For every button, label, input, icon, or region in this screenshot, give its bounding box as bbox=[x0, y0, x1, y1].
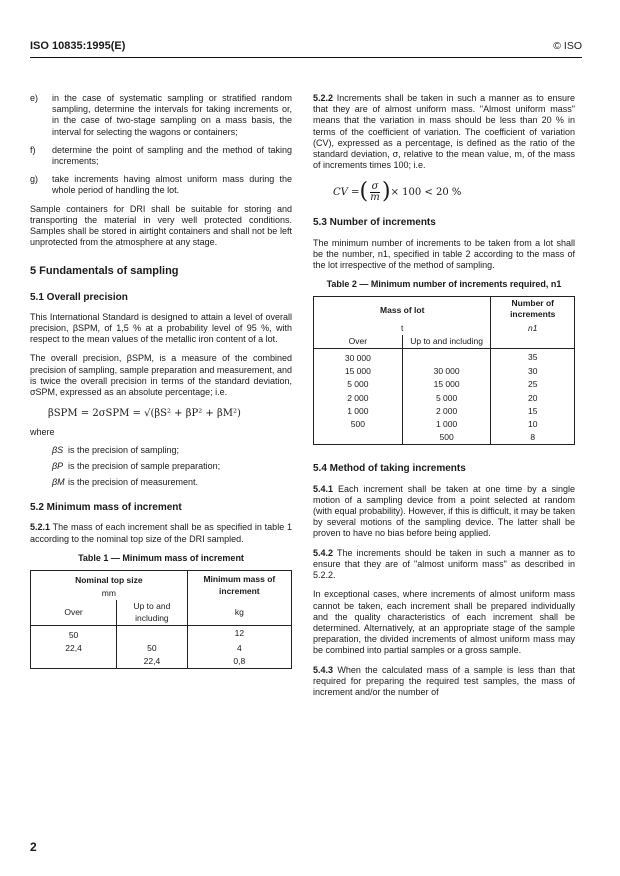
symbol-text: is the precision of sample preparation; bbox=[68, 460, 221, 471]
list-text: in the case of systematic sampling or stratified random sampling, determine the intervals for taking increments or, in the case of two-stage sampling on a mass basis, the interval for selecting the wagons or containers; bbox=[52, 93, 292, 137]
table-row bbox=[314, 405, 575, 418]
header-rule bbox=[30, 57, 582, 58]
table-cell: 30 000 bbox=[344, 353, 371, 364]
right-column bbox=[313, 93, 575, 706]
clause-5-4-1 bbox=[313, 484, 575, 540]
table-header: Minimum mass of increment bbox=[187, 570, 291, 600]
list-item-g bbox=[30, 174, 292, 196]
table-header: Over bbox=[64, 606, 83, 617]
table-unit: kg bbox=[187, 600, 291, 625]
clause-5-4-3 bbox=[313, 665, 575, 699]
symbol: βP bbox=[52, 460, 64, 471]
table-cell: 5 000 bbox=[402, 392, 491, 405]
table-row bbox=[31, 642, 292, 655]
copyright-mark: © ISO bbox=[553, 40, 582, 52]
table-row bbox=[314, 418, 575, 431]
table-unit: mm bbox=[101, 588, 116, 599]
cv-formula: CV = ( $\frac{\sigma}{m}$ ) × 100 < 20 % bbox=[333, 179, 462, 205]
clause-number: 5.4.2 bbox=[313, 547, 334, 558]
table-header: Nominal top size bbox=[75, 574, 143, 585]
list-text: determine the point of sampling and the method of taking increments; bbox=[52, 144, 292, 167]
symbol-text: is the precision of measurement. bbox=[68, 477, 199, 488]
cv-rhs: × 100 < 20 % bbox=[390, 186, 462, 198]
symbol-definition bbox=[52, 461, 292, 472]
list-item-f bbox=[30, 145, 292, 167]
table-cell: 15 bbox=[491, 405, 575, 418]
table-cell: 15 000 bbox=[402, 378, 491, 391]
table-cell bbox=[402, 349, 491, 366]
symbol: βS bbox=[52, 444, 64, 455]
table-cell: 1 000 bbox=[402, 418, 491, 431]
table-header: Up to and including bbox=[402, 335, 491, 349]
table-cell bbox=[117, 625, 188, 642]
table-cell: 30 bbox=[491, 365, 575, 378]
exceptional-cases-paragraph: In exceptional cases, where increments of almost uniform mass cannot be taken, each increment shall be prepared individually and the quality characteristics of each increment shall be determined. Alternatively, at an appropriate stage of the sample preparation, the divided increments of almost uniform mass may be combined into partial samples or a gross sample. bbox=[313, 589, 575, 656]
clause-number: 5.4.3 bbox=[313, 664, 334, 675]
table-cell: 500 bbox=[350, 419, 365, 430]
table-cell bbox=[314, 431, 403, 445]
table-header-empty bbox=[491, 335, 575, 349]
table-cell: 10 bbox=[491, 418, 575, 431]
clause-text: Increments shall be taken in such a manner as to ensure that they are of almost uniform mass. "Almost uniform mass" means that the variation in mass should be less than 20 % in terms of the coefficient of variation. The coefficient of variation (CV), expressed as a percentage, is defined as the ratio of the standard deviation, σ, relative to the mean value, m, of the mass of increments times 100; i.e. bbox=[313, 93, 575, 171]
clause-number: 5.4.1 bbox=[313, 483, 334, 494]
table-1 bbox=[30, 570, 292, 669]
standard-number: ISO 10835:1995(E) bbox=[30, 40, 126, 52]
table-cell: 8 bbox=[491, 431, 575, 445]
section-5-heading: 5 Fundamentals of sampling bbox=[30, 265, 179, 278]
table-cell: 0,8 bbox=[187, 655, 291, 669]
section-5-4-heading: 5.4 Method of taking increments bbox=[313, 463, 466, 475]
list-label: f) bbox=[30, 144, 36, 155]
table-cell: 500 bbox=[402, 431, 491, 445]
table-header: Over bbox=[348, 335, 368, 346]
clause-text: When the calculated mass of a sample is less than that required for preparing the required test samples, the mass of increment and/or the number of bbox=[313, 664, 575, 697]
table-unit: t bbox=[401, 322, 404, 333]
list-text: take increments having almost uniform mass during the whole period of handling the lot. bbox=[52, 174, 292, 196]
table-cell: 22,4 bbox=[117, 655, 188, 669]
table-cell: 4 bbox=[187, 642, 291, 655]
clause-text: The mass of each increment shall be as specified in table 1 according to the nominal top size of the DRI sampled. bbox=[30, 522, 292, 544]
overall-precision-paragraph: This International Standard is designed to attain a level of overall precision, βSPM, of 1,5 % at a probability level of 95 %, with respect to the mean values of the metallic iron content of a lot. bbox=[30, 311, 292, 345]
table-cell: 50 bbox=[68, 629, 79, 640]
table-header: Up to and including bbox=[117, 600, 188, 625]
clause-5-2-1 bbox=[30, 522, 292, 544]
list-label: g) bbox=[30, 174, 39, 185]
clause-number: 5.2.1 bbox=[30, 522, 51, 533]
clause-text: The increments should be taken in such a manner as to ensure that they are of "almost uniform mass" as described in 5.2.2. bbox=[313, 547, 576, 581]
table-row bbox=[314, 378, 575, 391]
table-row bbox=[314, 431, 575, 445]
left-column bbox=[30, 93, 292, 669]
table-unit: n1 bbox=[491, 322, 575, 335]
section-5-2-heading: 5.2 Minimum mass of increment bbox=[30, 502, 182, 514]
symbol-definition bbox=[52, 477, 292, 488]
table-row bbox=[314, 349, 575, 366]
table-cell: 5 000 bbox=[347, 379, 369, 390]
cv-lhs: CV = bbox=[333, 186, 360, 198]
clause-5-2-2 bbox=[313, 93, 575, 171]
precision-formula: βSPM = 2σSPM = √(βS² + βP² + βM²) bbox=[48, 408, 241, 420]
increments-paragraph: The minimum number of increments to be taken from a lot shall be the number, n1, specified in table 2 according to the mass of the lot irrespective of the method of sampling. bbox=[313, 237, 575, 271]
symbol-text: is the precision of sampling; bbox=[68, 444, 180, 455]
table-cell: 15 000 bbox=[344, 366, 371, 377]
table-row bbox=[31, 625, 292, 642]
table-row bbox=[314, 392, 575, 405]
table-row bbox=[314, 365, 575, 378]
list-item-e bbox=[30, 93, 292, 138]
table-cell: 22,4 bbox=[65, 642, 82, 653]
where-label: where bbox=[30, 427, 55, 438]
section-5-1-heading: 5.1 Overall precision bbox=[30, 291, 128, 303]
table-2-caption: Table 2 — Minimum number of increments required, n1 bbox=[326, 279, 562, 290]
list-label: e) bbox=[30, 93, 39, 103]
cv-numerator: σ bbox=[371, 180, 379, 192]
table-2 bbox=[313, 296, 575, 445]
page-number: 2 bbox=[30, 840, 37, 854]
containers-paragraph: Sample containers for DRI shall be suitable for storing and transporting the material in very well protected conditions. Samples shall be stored in airtight containers and shall not be left unprotected from the atmosphere at any stage. bbox=[30, 203, 292, 248]
table-cell: 20 bbox=[491, 392, 575, 405]
table-cell: 25 bbox=[491, 378, 575, 391]
table-cell: 12 bbox=[187, 625, 291, 642]
clause-5-4-2 bbox=[313, 548, 575, 582]
table-cell: 2 000 bbox=[402, 405, 491, 418]
clause-number: 5.2.2 bbox=[313, 93, 334, 103]
table-cell: 2 000 bbox=[347, 392, 369, 403]
table-cell bbox=[31, 655, 117, 669]
table-cell: 50 bbox=[117, 642, 188, 655]
section-5-3-heading: 5.3 Number of increments bbox=[313, 217, 436, 229]
symbol-definition bbox=[52, 445, 292, 456]
clause-text: Each increment shall be taken at one time by a single motion of a sampling device from a point selected at random (with equal probability). However, if this is difficult, it may be taken by several motions of the sampling device. The latter shall be proven to have no bias before being applied. bbox=[313, 483, 575, 539]
table-cell: 1 000 bbox=[347, 405, 369, 416]
table-row bbox=[31, 655, 292, 669]
cv-denominator: m bbox=[370, 191, 380, 203]
table-cell: 30 000 bbox=[402, 365, 491, 378]
table-header: Number of increments bbox=[491, 297, 575, 322]
table-1-caption: Table 1 — Minimum mass of increment bbox=[78, 552, 244, 563]
table-header: Mass of lot bbox=[380, 305, 425, 316]
table-cell: 35 bbox=[491, 349, 575, 366]
symbol: βM bbox=[52, 477, 65, 488]
overall-precision-definition: The overall precision, βSPM, is a measure of the combined precision of sampling, sample preparation and measurement, and is twice the overall precision in terms of the standard deviation, σSPM, expressed as an absolute percentage; i.e. bbox=[30, 353, 292, 398]
